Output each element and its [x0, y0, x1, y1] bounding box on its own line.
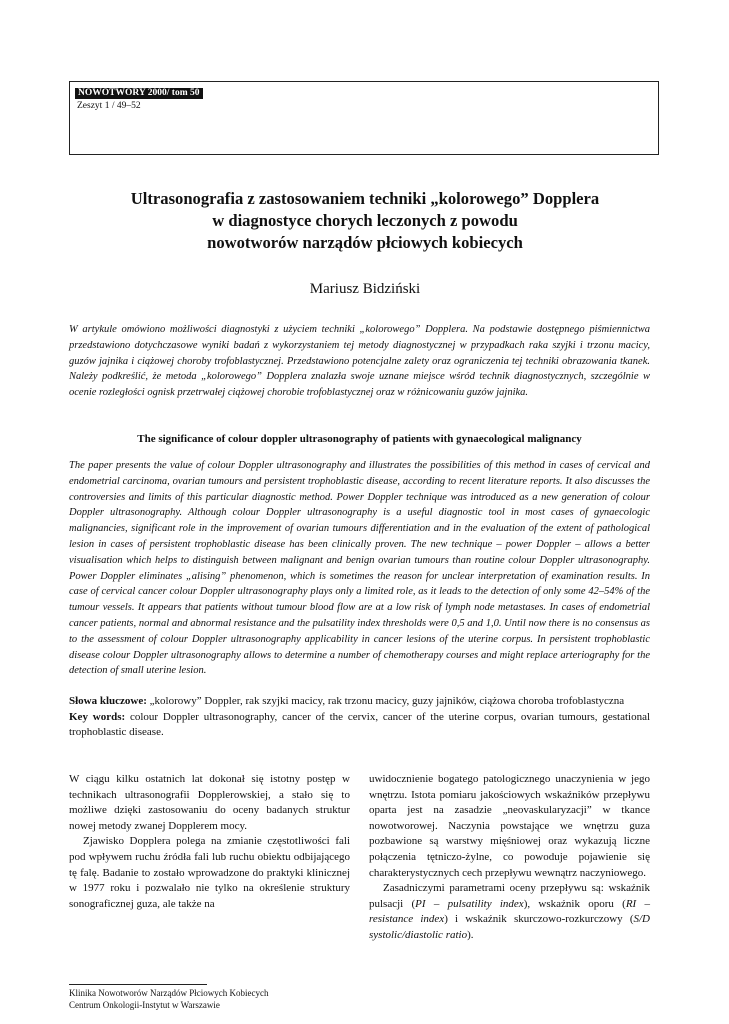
keywords-english-text: colour Doppler ultrasonography, cancer of the cervix, cancer of the uterine corpus, ovarian tumours, gestational trophoblastic disease.: [69, 710, 651, 739]
article-title: [60, 188, 670, 254]
footnote-divider: [69, 984, 207, 985]
body-column-left: [69, 772, 350, 912]
text-run: Zasadniczymi parametrami oceny przepływu są: wskaźnik pulsacji (: [369, 882, 650, 910]
issue-label: Zeszyt 1 / 49–52: [77, 101, 141, 111]
text-run: ) i wskaźnik skurczowo-rozkurczowy (: [444, 913, 634, 926]
journal-label: NOWOTWORY 2000/ tom 50: [75, 88, 203, 99]
italic-term: PI – pulsatility index: [415, 897, 524, 910]
text-run: ).: [467, 928, 474, 941]
title-line: Ultrasonografia z zastosowaniem techniki „kolorowego” Dopplera: [130, 189, 600, 208]
title-line: nowotworów narządów płciowych kobiecych: [207, 233, 523, 252]
body-paragraph: Zjawisko Dopplera polega na zmianie częstotliwości fali pod wpływem ruchu źródła fali lub ruchu obiektu odbijającego tę falę. Badanie to zostało wprowadzone do praktyki klinicznej w 1977 roku i pozwalało nie tylko na określenie struktury sonograficznej guza, ale także na: [69, 835, 350, 910]
affiliation-line: Klinika Nowotworów Narządów Płciowych Kobiecych: [69, 988, 269, 998]
italic-term: S/D systolic/diastolic ratio: [369, 913, 650, 941]
keywords-section: [69, 694, 650, 741]
english-title: The significance of colour doppler ultrasonography of patients with gynaecological malignancy: [137, 433, 582, 445]
affiliation-footnote: [69, 987, 350, 1011]
keywords-english: [69, 710, 650, 741]
keywords-polish: [69, 694, 650, 710]
keywords-polish-text: „kolorowy” Doppler, rak szyjki macicy, rak trzonu macicy, guzy jajników, ciążowa choroba trofoblastyczna: [146, 695, 625, 707]
abstract-english: The paper presents the value of colour Doppler ultrasonography and illustrates the possibilities of this method in cases of cervical and endometrial carcinoma, ovarian tumours and persistent trophoblastic disease, according to recent literature reports. It also discusses the controversies and limits of this particular diagnostic method. Power Doppler technique was introduced as a new generation of colour Doppler ultrasonography. Although colour Doppler ultrasonography is a useful diagnostic tool in most cases of gynaecologic malignancies, significant role in the improvement of ovarian tumours differentiation and in the evaluation of the extent of pathological lesion in cases of persistent trophoblastic disease has been clinically proven. The new technique – power Doppler – allows a better visualisation which helps to distinguish between malignant and benign ovarian tumours than routine colour Doppler ultrasonography. Power Doppler eliminates „alising” phenomenon, which is sometimes the reason for unclear interpretation of examination results. In case of cervical cancer colour Doppler ultrasonography plays only a limited role, as it leads to the detection of only some 42–54% of the tumour vessels. It appears that patients without tumour blood flow are at a low risk of lymph node metastases. In cases of endometrial cancer patients, normal and abnormal resistance and the pulsatility index thresholds were 0,5 and 1,0. Until now there is no consensus as to the assessment of colour Doppler ultrasonography applicability in cancer lesions of the uterine corpus. In persistent trophoblastic disease colour Doppler ultrasonography allows to determine a number of chemotherapy courses and might replace arteriography for the detection of small uterine lesion.: [69, 460, 650, 677]
affiliation-line: Centrum Onkologii-Instytut w Warszawie: [69, 1000, 220, 1010]
body-paragraph: [369, 881, 650, 943]
keywords-english-label: Key words:: [69, 710, 126, 723]
body-column-right: [369, 772, 650, 944]
body-paragraph: uwidocznienie bogatego patologicznego unaczynienia w jego wnętrzu. Istota pomiaru jakościowych wskaźników przepływu oparta jest na zasadzie „neovaskularyzacji” w tkance nowotworowej. Naczynia powstające we wnętrzu guza pozbawione są warstwy mięśniowej oraz wykazują liczne połączenia tętniczo-żylne, co powoduje pojawienie się charakterystycznych cech przepływu wewnątrz naczyniowego.: [369, 773, 650, 879]
author-name: Mariusz Bidziński: [309, 281, 421, 297]
abstract-polish: W artykule omówiono możliwości diagnostyki z użyciem techniki „kolorowego” Dopplera. Na podstawie dostępnego piśmiennictwa przedstawiono dotychczasowe wyniki badań z wykorzystaniem tej metody diagnostycznej w przypadkach raka szyjki i trzonu macicy, guzów jajnika i ciążowej choroby trofoblastycznej. Przedstawiono potencjalne zalety oraz ograniczenia tej techniki obrazowania tkanek. Należy podkreślić, że metoda „kolorowego” Dopplera znalazła swoje uznane miejsce wśród technik diagnostycznych, szczególnie w ocenie rozległości ognisk przetrwałej ciążowej chorobie trofoblastycznej oraz w różnicowaniu guzów jajnika.: [69, 324, 650, 399]
keywords-polish-label: Słowa kluczowe:: [69, 695, 147, 707]
body-paragraph: W ciągu kilku ostatnich lat dokonał się istotny postęp w technikach ultrasonografii Dopplerowskiej, a stało się to możliwe dzięki zastosowaniu do oceny badanych struktur nowej metody zwanej Dopplerem mocy.: [69, 773, 350, 832]
title-line: w diagnostyce chorych leczonych z powodu: [212, 211, 518, 230]
text-run: ), wskaźnik oporu (: [523, 897, 626, 910]
italic-term: RI – resistance index: [369, 897, 650, 926]
